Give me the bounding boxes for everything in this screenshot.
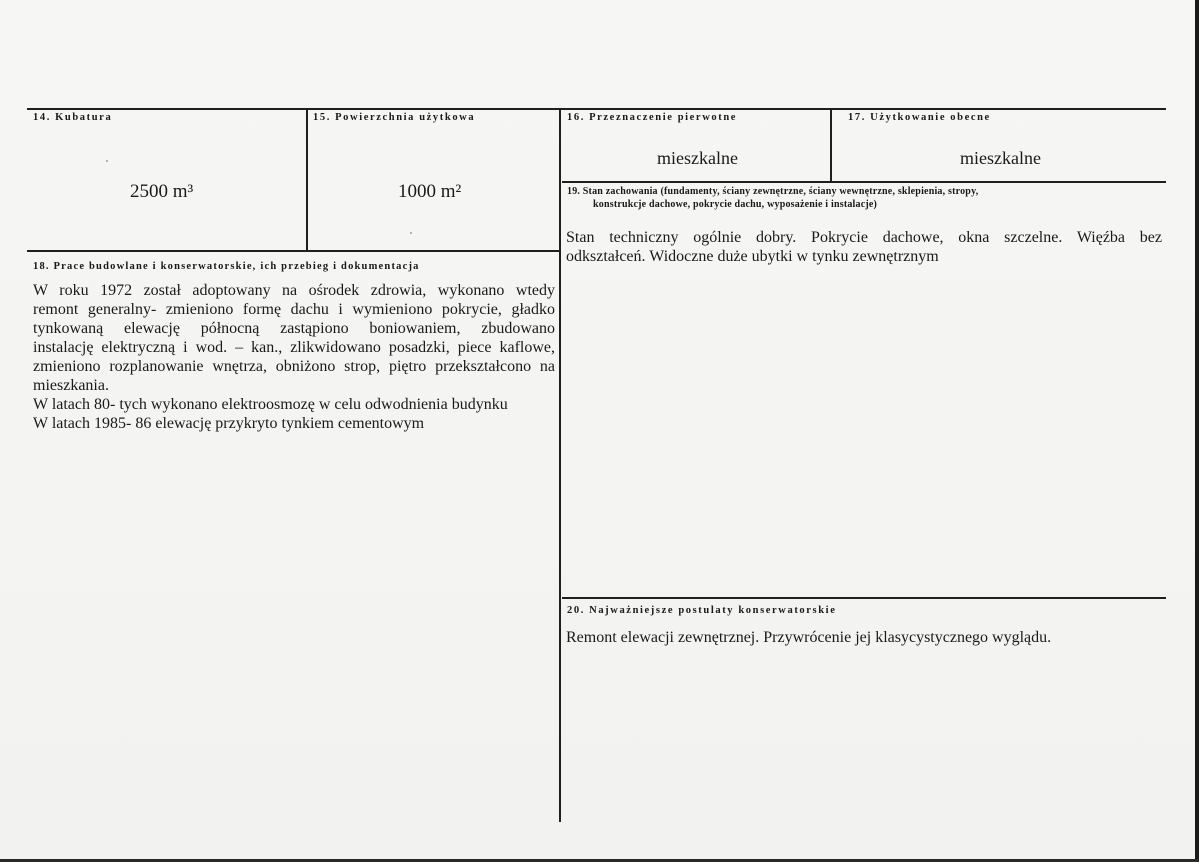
field-20-label: 20. Najważniejsze postulaty konserwatorskie (567, 605, 837, 616)
scan-speck (410, 232, 412, 234)
field-19-line2: odkształceń. Widoczne duże ubytki w tynku zewnętrznym (566, 248, 939, 265)
field-18-line: remont generalny- zmieniono formę dachu i wymieniono pokrycie, gładko (33, 301, 555, 318)
field-18-line: W roku 1972 został adoptowany na ośrodek zdrowia, wykonano wtedy (33, 282, 555, 299)
rule-under-14-15 (27, 250, 560, 252)
field-16-value: mieszkalne (657, 148, 738, 168)
field-16-label: 16. Przeznaczenie pierwotne (567, 112, 738, 123)
field-15-label: 15. Powierzchnia użytkowa (313, 112, 476, 123)
field-17-value: mieszkalne (960, 148, 1041, 168)
field-18-line: zmieniono rozplanowanie wnętrza, obniżono strop, piętro przekształcono na (33, 358, 555, 375)
field-19-label-line1: 19. Stan zachowania (fundamenty, ściany zewnętrzne, ściany wewnętrzne, sklepienia, stropy, (567, 186, 979, 197)
rule-top (27, 108, 1166, 110)
field-14-value: 2500 m³ (130, 181, 194, 202)
field-19-line1: Stan techniczny ogólnie dobry. Pokrycie dachowe, okna szczelne. Więźba bez (566, 229, 1162, 246)
field-17-label: 17. Użytkowanie obecne (848, 112, 991, 123)
field-15-value: 1000 m² (398, 181, 462, 202)
field-18-line: mieszkania. (33, 377, 109, 394)
field-19-label-line2: konstrukcje dachowe, pokrycie dachu, wyposażenie i instalacje) (593, 199, 878, 210)
field-18-text (33, 281, 555, 433)
divider-14-15 (306, 108, 308, 251)
field-19-text (566, 228, 1162, 266)
divider-16-17 (830, 108, 832, 182)
field-18-label: 18. Prace budowlane i konserwatorskie, ich przebieg i dokumentacja (33, 261, 420, 272)
rule-20-top (562, 597, 1166, 599)
divider-main (559, 108, 561, 822)
rule-under-16-17 (562, 181, 1166, 183)
scan-edge-right (1195, 0, 1199, 862)
field-20-text: Remont elewacji zewnętrznej. Przywrócenie jej klasycystycznego wyglądu. (566, 629, 1052, 646)
field-18-line: W latach 80- tych wykonano elektroosmozę w celu odwodnienia budynku (33, 396, 508, 413)
field-18-line: tynkowaną elewację północną zastąpiono boniowaniem, zbudowano (33, 320, 555, 337)
field-18-line: instalację elektryczną i wod. – kan., zlikwidowano posadzki, piece kaflowe, (33, 339, 555, 356)
field-19-label (567, 185, 1157, 211)
field-14-label: 14. Kubatura (33, 112, 113, 123)
field-18-line: W latach 1985- 86 elewację przykryto tynkiem cementowym (33, 415, 425, 432)
scan-speck (106, 160, 108, 162)
